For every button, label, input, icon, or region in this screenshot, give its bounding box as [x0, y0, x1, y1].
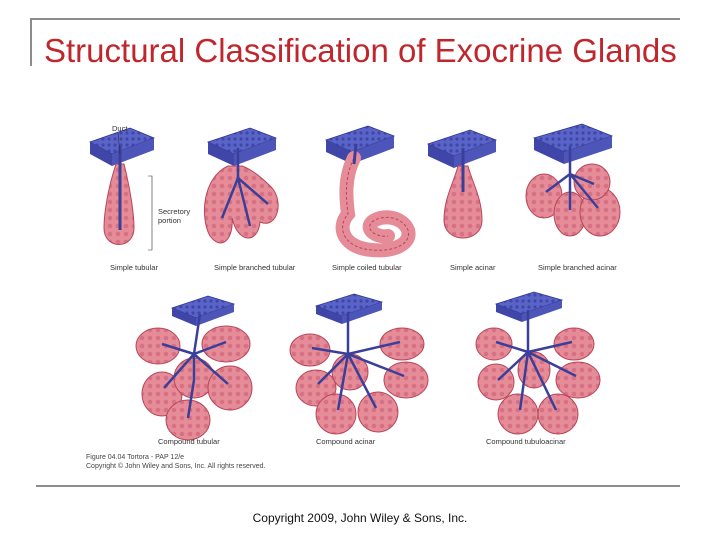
frame-top-line [30, 18, 680, 20]
figure-caption-line1: Figure 04.04 Tortora - PAP 12/e [86, 454, 185, 461]
gland-label-2: Simple branched tubular [214, 263, 296, 272]
simple-branched-acinar-gland [526, 124, 620, 236]
gland-label-6: Compound tubular [158, 437, 220, 446]
simple-acinar-gland [428, 130, 496, 238]
frame-left-line [30, 18, 32, 66]
simple-branched-tubular-gland [204, 128, 278, 243]
figure-caption-line2: Copyright © John Wiley and Sons, Inc. All rights reserved. [86, 463, 266, 470]
compound-tubular-gland [136, 296, 252, 440]
simple-coiled-tubular-gland [326, 126, 409, 250]
portion-label: portion [158, 216, 181, 225]
gland-label-7: Compound acinar [316, 437, 376, 446]
gland-label-3: Simple coiled tubular [332, 263, 402, 272]
gland-label-1: Simple tubular [110, 263, 158, 272]
compound-tubuloacinar-gland [476, 292, 600, 434]
duct-label: Duct [112, 124, 128, 133]
gland-label-8: Compound tubuloacinar [486, 437, 566, 446]
simple-tubular-gland [90, 128, 154, 245]
slide-footer: Copyright 2009, John Wiley & Sons, Inc. [252, 511, 468, 525]
secretory-portion-callout [148, 176, 190, 250]
gland-label-5: Simple branched acinar [538, 263, 617, 272]
secretory-label: Secretory [158, 207, 191, 216]
exocrine-glands-figure [82, 118, 642, 478]
frame-bottom-line [36, 485, 680, 487]
gland-label-4: Simple acinar [450, 263, 496, 272]
compound-acinar-gland [290, 294, 428, 434]
slide-title: Structural Classification of Exocrine Glands [44, 32, 677, 69]
